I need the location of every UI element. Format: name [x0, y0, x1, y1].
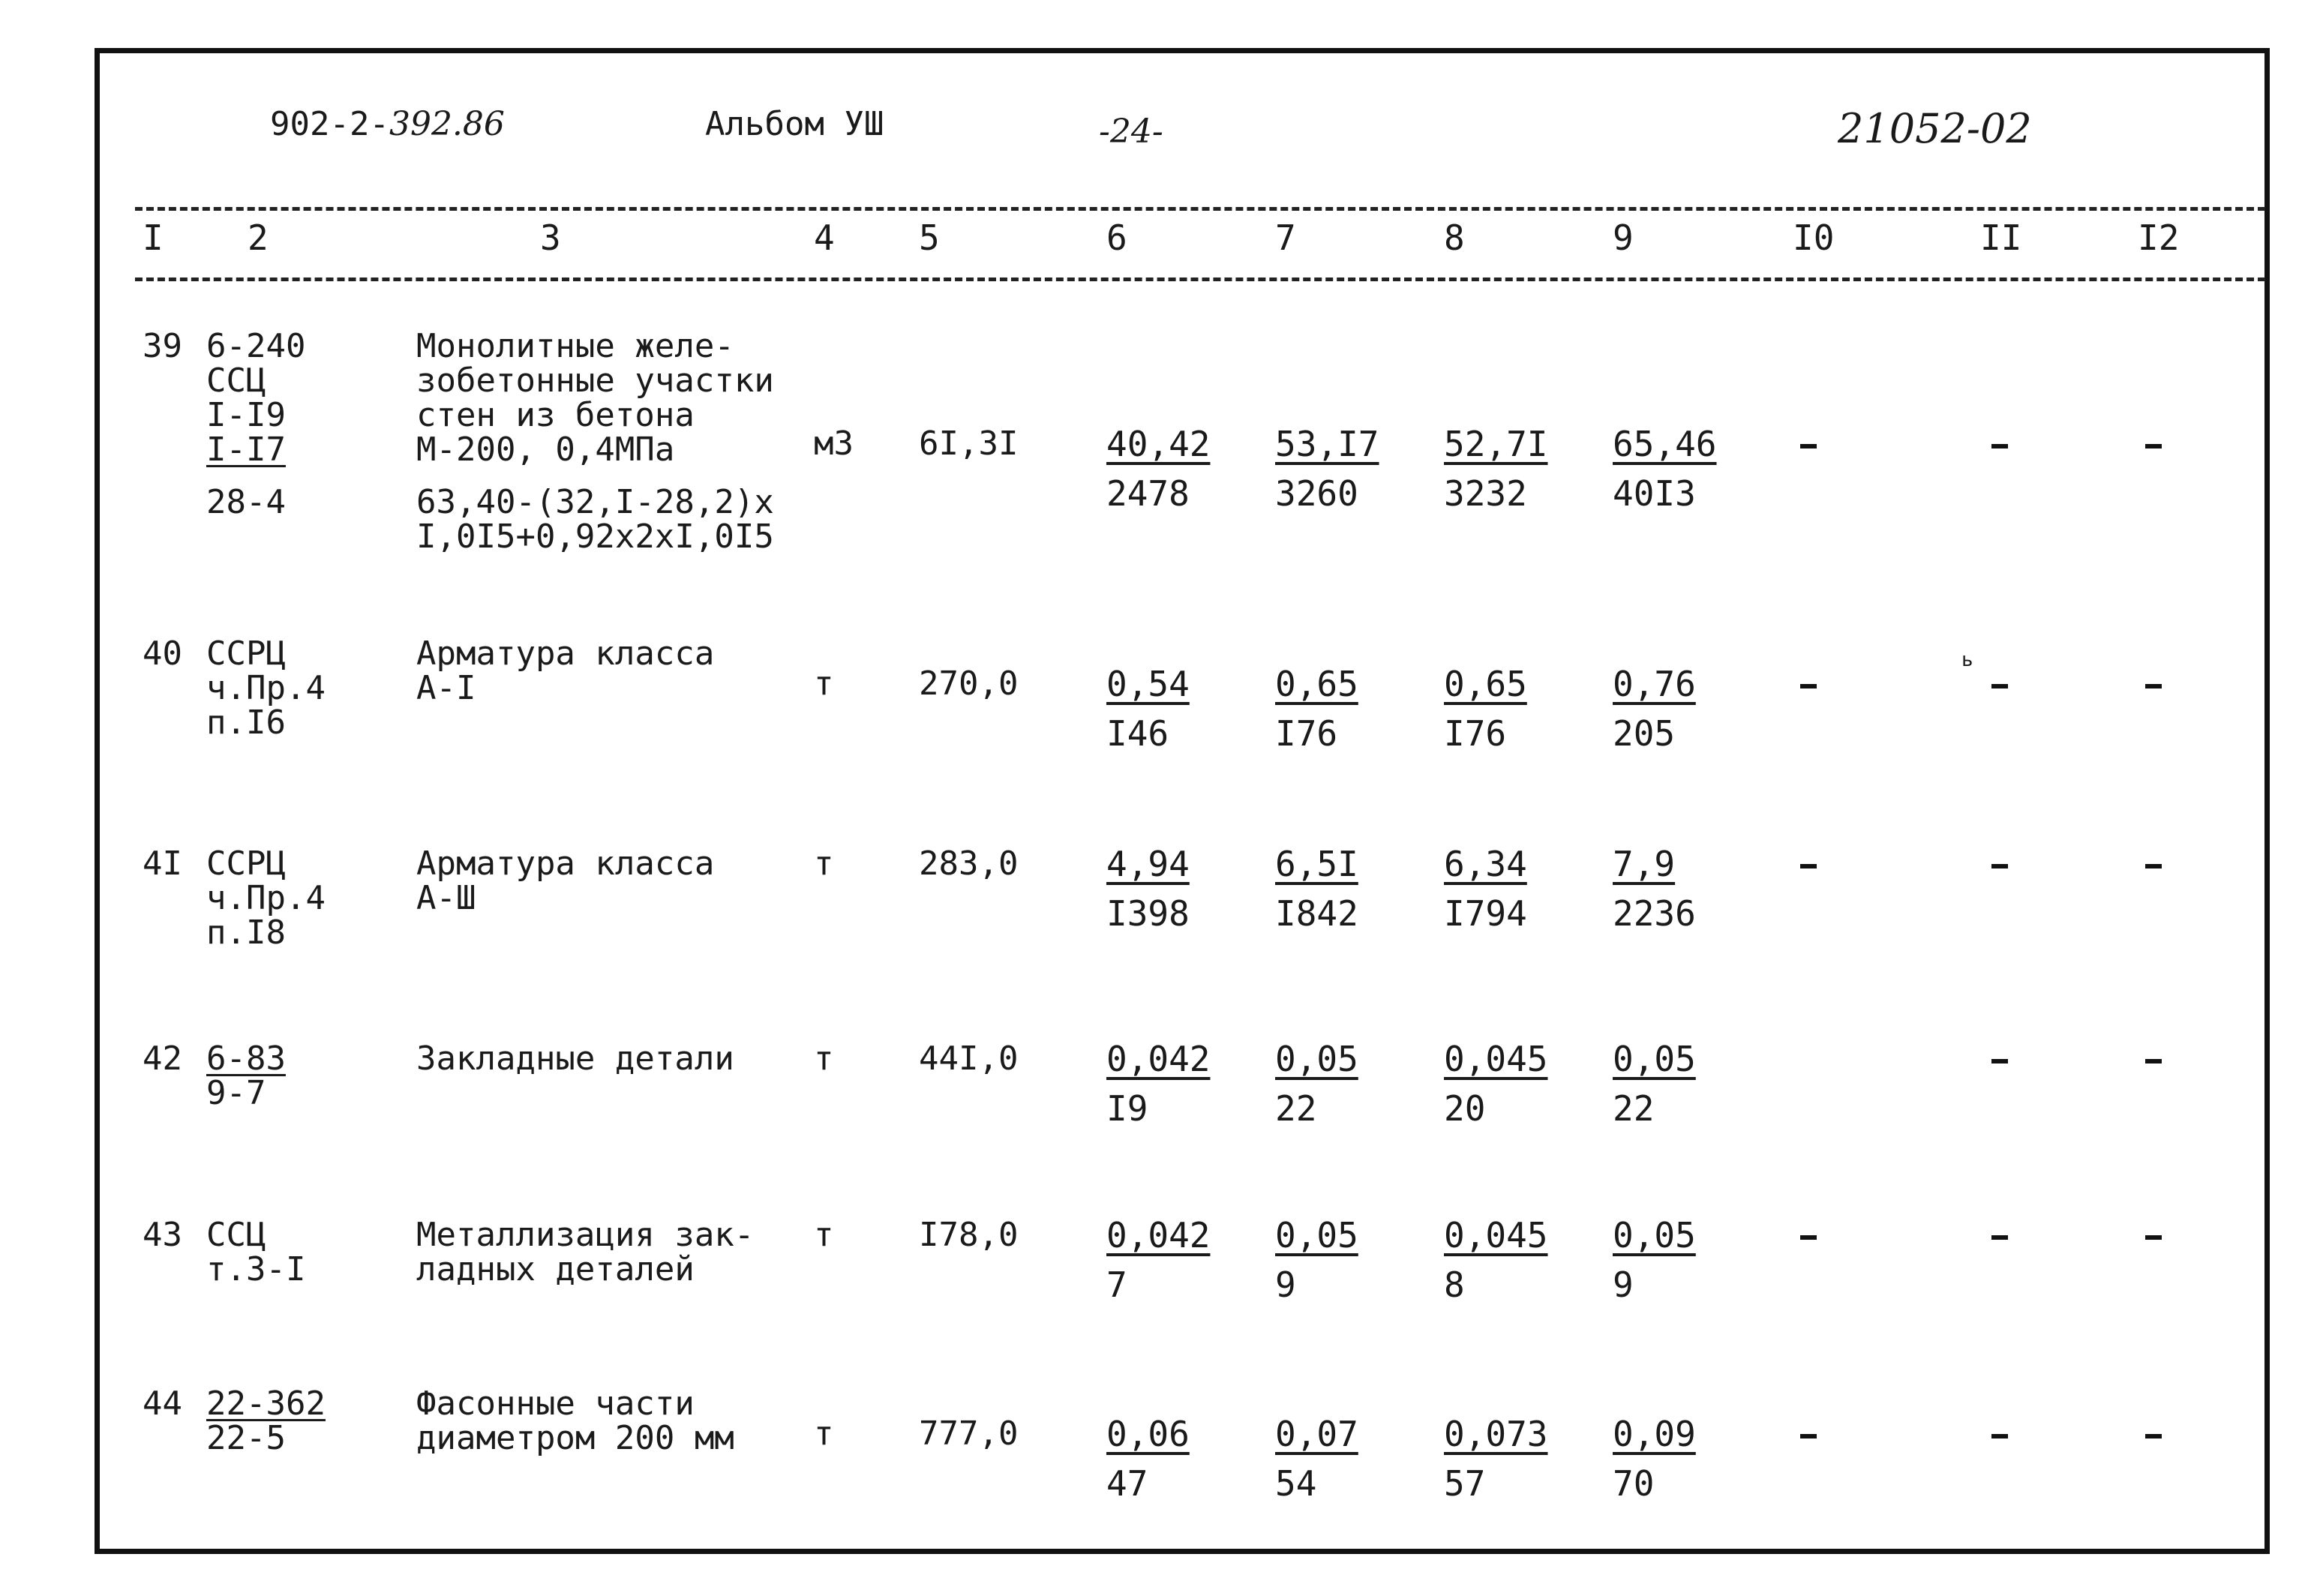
quantity-cost-cell: [1444, 1040, 1547, 1128]
item-description: Монолитные желе-: [416, 327, 734, 365]
quantity-cost-cell: [1613, 424, 1716, 513]
quantity-value: 6,5I: [1275, 844, 1358, 884]
resource-code: п.I8: [206, 914, 286, 952]
item-description: диаметром 200 мм: [416, 1419, 734, 1457]
column-number: I2: [2138, 218, 2180, 258]
item-description: I,0I5+0,92x2xI,0I5: [416, 518, 774, 556]
item-description: Арматура класса: [416, 844, 715, 883]
resource-code: ССРЦ: [206, 634, 286, 673]
cost-value: 20: [1444, 1088, 1486, 1129]
quantity-cost-cell: [1275, 424, 1379, 513]
item-description: А-I: [416, 669, 476, 707]
empty-dash: [1800, 1434, 1817, 1438]
quantity-cost-cell: [1275, 1414, 1358, 1503]
cost-value: I842: [1275, 893, 1358, 934]
empty-dash: [2145, 1434, 2162, 1438]
quantity-value: 0,05: [1275, 1039, 1358, 1079]
cost-value: I76: [1444, 713, 1507, 754]
quantity-cost-cell: [1275, 1040, 1358, 1128]
resource-code: 6-240: [206, 327, 306, 365]
column-number: 3: [540, 218, 561, 258]
quantity-value: 0,05: [1275, 1215, 1358, 1256]
quantity-value: 0,042: [1106, 1039, 1211, 1079]
quantity-value: 65,46: [1613, 424, 1717, 464]
quantity-value: 0,042: [1106, 1215, 1211, 1256]
column-number: 6: [1106, 218, 1127, 258]
stray-mark: ь: [1961, 649, 1973, 671]
empty-dash: [1991, 1434, 2008, 1438]
cost-value: 205: [1613, 713, 1676, 754]
unit-price: I78,0: [919, 1216, 1019, 1254]
quantity-value: 0,045: [1444, 1215, 1548, 1256]
quantity-cost-cell: [1444, 424, 1547, 513]
resource-code: 22-5: [206, 1419, 286, 1457]
resource-code: I-I9: [206, 396, 286, 434]
quantity-value: 0,05: [1613, 1039, 1696, 1079]
empty-dash: [1991, 1235, 2008, 1240]
unit: т: [814, 664, 834, 703]
item-description: стен из бетона: [416, 396, 695, 434]
quantity-value: 53,I7: [1275, 424, 1379, 464]
column-number: 7: [1275, 218, 1296, 258]
cost-value: 47: [1106, 1463, 1148, 1504]
unit: т: [814, 1414, 834, 1453]
cost-value: 9: [1613, 1264, 1634, 1305]
cost-value: 57: [1444, 1463, 1486, 1504]
item-description: зобетонные участки: [416, 362, 774, 400]
unit-price: 777,0: [919, 1414, 1019, 1453]
resource-code: п.I6: [206, 704, 286, 742]
column-number: 5: [919, 218, 940, 258]
empty-dash: [2145, 444, 2162, 448]
cost-value: 3260: [1275, 473, 1358, 514]
cost-value: 70: [1613, 1463, 1655, 1504]
quantity-cost-cell: [1106, 424, 1210, 513]
empty-dash: [1991, 1059, 2008, 1064]
quantity-cost-cell: [1106, 664, 1190, 753]
empty-dash: [2145, 864, 2162, 868]
resource-code: ч.Пр.4: [206, 879, 326, 917]
column-number: 4: [814, 218, 835, 258]
quantity-cost-cell: [1275, 1216, 1358, 1304]
empty-dash: [1800, 864, 1817, 868]
resource-code: 22-362: [206, 1384, 326, 1423]
cost-value: 22: [1613, 1088, 1655, 1129]
quantity-value: 0,09: [1613, 1414, 1696, 1454]
quantity-value: 0,65: [1275, 664, 1358, 704]
empty-dash: [1991, 684, 2008, 688]
quantity-value: 0,05: [1613, 1215, 1696, 1256]
resource-code: т.3-I: [206, 1250, 306, 1288]
empty-dash: [2145, 684, 2162, 688]
unit: т: [814, 844, 834, 883]
column-number: I: [143, 218, 164, 258]
quantity-cost-cell: [1444, 844, 1527, 933]
quantity-value: 52,7I: [1444, 424, 1548, 464]
quantity-value: 0,54: [1106, 664, 1190, 704]
quantity-value: 0,65: [1444, 664, 1527, 704]
empty-dash: [1991, 444, 2008, 448]
unit-price: 6I,3I: [919, 424, 1019, 463]
quantity-value: 0,045: [1444, 1039, 1548, 1079]
quantity-value: 40,42: [1106, 424, 1211, 464]
header-bottom-rule: [135, 278, 2265, 281]
resource-code: 28-4: [206, 483, 286, 521]
empty-dash: [1800, 1235, 1817, 1240]
column-number: 2: [248, 218, 269, 258]
empty-dash: [2145, 1235, 2162, 1240]
cost-value: I398: [1106, 893, 1190, 934]
quantity-cost-cell: [1444, 664, 1527, 753]
row-number: 44: [143, 1384, 182, 1423]
resource-code: ССЦ: [206, 1216, 266, 1254]
item-description: А-Ш: [416, 879, 476, 917]
empty-dash: [1800, 684, 1817, 688]
cost-value: I76: [1275, 713, 1338, 754]
quantity-cost-cell: [1444, 1414, 1547, 1503]
cost-value: 22: [1275, 1088, 1317, 1129]
quantity-cost-cell: [1275, 664, 1358, 753]
item-description: М-200, 0,4МПа: [416, 430, 675, 469]
quantity-cost-cell: [1613, 1040, 1696, 1128]
row-number: 42: [143, 1040, 182, 1078]
cost-value: 3232: [1444, 473, 1527, 514]
cost-value: 54: [1275, 1463, 1317, 1504]
row-number: 40: [143, 634, 182, 673]
cost-value: 7: [1106, 1264, 1127, 1305]
quantity-cost-cell: [1613, 1216, 1696, 1304]
quantity-cost-cell: [1106, 1414, 1190, 1503]
document-frame: [95, 48, 2270, 1554]
cost-value: I794: [1444, 893, 1527, 934]
quantity-cost-cell: [1613, 844, 1696, 933]
column-number: I0: [1793, 218, 1835, 258]
item-description: 63,40-(32,I-28,2)x: [416, 483, 774, 521]
row-number: 4I: [143, 844, 182, 883]
quantity-cost-cell: [1613, 664, 1696, 753]
item-description: Фасонные части: [416, 1384, 695, 1423]
quantity-value: 0,76: [1613, 664, 1696, 704]
quantity-value: 4,94: [1106, 844, 1190, 884]
cost-value: 40I3: [1613, 473, 1696, 514]
empty-dash: [2145, 1059, 2162, 1064]
empty-dash: [1991, 864, 2008, 868]
empty-dash: [1800, 444, 1817, 448]
quantity-cost-cell: [1613, 1414, 1696, 1503]
unit: т: [814, 1216, 834, 1254]
item-description: Арматура класса: [416, 634, 715, 673]
quantity-value: 0,06: [1106, 1414, 1190, 1454]
item-description: Металлизация зак-: [416, 1216, 755, 1254]
column-number: II: [1980, 218, 2022, 258]
resource-code: ССЦ: [206, 362, 266, 400]
quantity-value: 0,073: [1444, 1414, 1548, 1454]
unit: м3: [814, 424, 854, 463]
document-number-handwritten: 392.86: [389, 105, 505, 143]
resource-code: ч.Пр.4: [206, 669, 326, 707]
quantity-cost-cell: [1106, 1216, 1210, 1304]
quantity-cost-cell: [1275, 844, 1358, 933]
unit-price: 283,0: [919, 844, 1019, 883]
column-number: 9: [1613, 218, 1634, 258]
cost-value: 2236: [1613, 893, 1696, 934]
row-number: 39: [143, 327, 182, 365]
document-code: 21052-02: [1838, 105, 2032, 152]
quantity-cost-cell: [1444, 1216, 1547, 1304]
row-number: 43: [143, 1216, 182, 1254]
quantity-value: 0,07: [1275, 1414, 1358, 1454]
quantity-cost-cell: [1106, 1040, 1210, 1128]
unit-price: 44I,0: [919, 1040, 1019, 1078]
column-number: 8: [1444, 218, 1465, 258]
quantity-value: 7,9: [1613, 844, 1676, 884]
cost-value: 8: [1444, 1264, 1465, 1305]
cost-value: I46: [1106, 713, 1169, 754]
album-label: Альбом УШ: [705, 105, 884, 143]
item-description: Закладные детали: [416, 1040, 734, 1078]
cost-value: 2478: [1106, 473, 1190, 514]
unit: т: [814, 1040, 834, 1078]
resource-code: 6-83: [206, 1040, 286, 1078]
resource-code: ССРЦ: [206, 844, 286, 883]
header-top-rule: [135, 207, 2265, 211]
cost-value: 9: [1275, 1264, 1296, 1305]
document-number: 902-2-392.86: [270, 105, 505, 143]
quantity-value: 6,34: [1444, 844, 1527, 884]
unit-price: 270,0: [919, 664, 1019, 703]
quantity-cost-cell: [1106, 844, 1190, 933]
resource-code: I-I7: [206, 430, 286, 469]
resource-code: 9-7: [206, 1074, 266, 1112]
item-description: ладных деталей: [416, 1250, 695, 1288]
cost-value: I9: [1106, 1088, 1148, 1129]
page-number: -24-: [1099, 112, 1163, 151]
